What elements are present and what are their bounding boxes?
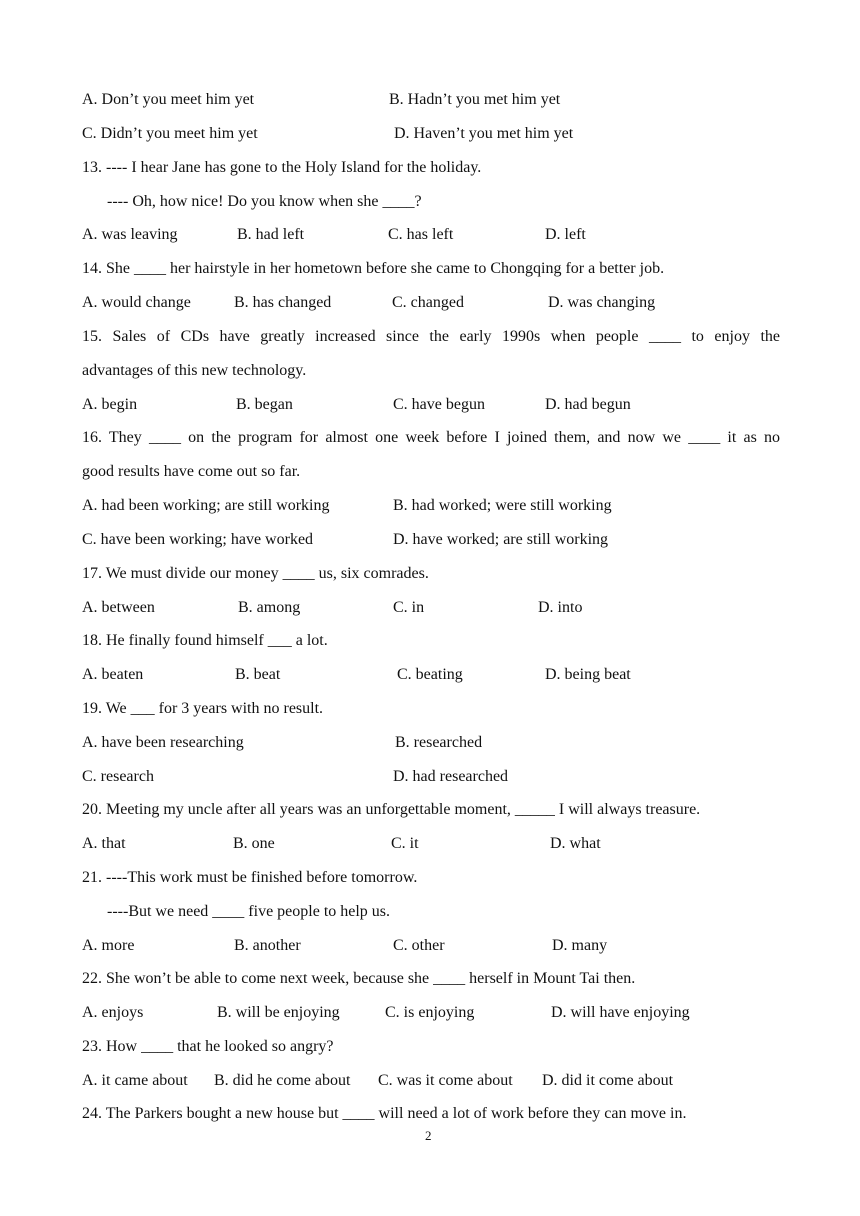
- q16-option-a: A. had been working; are still working: [82, 497, 330, 514]
- q17-option-c: C. in: [393, 599, 425, 616]
- q18-option-d: D. being beat: [545, 666, 631, 683]
- q19-option-b: B. researched: [395, 734, 483, 751]
- q22-option-a: A. enjoys: [82, 1004, 144, 1021]
- q23-option-d: D. did it come about: [542, 1072, 674, 1089]
- q23-option-a: A. it came about: [82, 1072, 188, 1089]
- q18-option-c: C. beating: [397, 666, 463, 683]
- q17-question: 17. We must divide our money ____ us, six comrades.: [82, 565, 429, 582]
- q22-question: 22. She won’t be able to come next week, because she ____ herself in Mount Tai then.: [82, 970, 636, 987]
- q19-option-a: A. have been researching: [82, 734, 244, 751]
- q13-option-c: C. has left: [388, 226, 454, 243]
- q14-option-c: C. changed: [392, 294, 464, 311]
- q20-option-d: D. what: [550, 835, 601, 852]
- q20-option-a: A. that: [82, 835, 126, 852]
- q15-option-b: B. began: [236, 396, 293, 413]
- q15-option-a: A. begin: [82, 396, 138, 413]
- q23-option-b: B. did he come about: [214, 1072, 351, 1089]
- q14-question: 14. She ____ her hairstyle in her hometown before she came to Chongqing for a better job.: [82, 260, 665, 277]
- q20-option-b: B. one: [233, 835, 275, 852]
- q21-option-d: D. many: [552, 937, 608, 954]
- q16-option-c: C. have been working; have worked: [82, 531, 314, 548]
- q13-option-d: D. left: [545, 226, 586, 243]
- q12-option-c: C. Didn’t you meet him yet: [82, 125, 258, 142]
- q12-option-a: A. Don’t you meet him yet: [82, 91, 255, 108]
- page-number: 2: [425, 1128, 432, 1143]
- q17-option-b: B. among: [238, 599, 301, 616]
- q21-option-c: C. other: [393, 937, 445, 954]
- q12-option-d: D. Haven’t you met him yet: [394, 125, 574, 142]
- q22-option-c: C. is enjoying: [385, 1004, 475, 1021]
- q18-option-a: A. beaten: [82, 666, 144, 683]
- q21-question-line2: ----But we need ____ five people to help us.: [107, 903, 391, 920]
- q24-question: 24. The Parkers bought a new house but ____ will need a lot of work before they can move in.: [82, 1105, 687, 1122]
- q22-option-d: D. will have enjoying: [551, 1004, 690, 1021]
- q21-option-a: A. more: [82, 937, 135, 954]
- q22-option-b: B. will be enjoying: [217, 1004, 340, 1021]
- q14-option-d: D. was changing: [548, 294, 656, 311]
- q23-option-c: C. was it come about: [378, 1072, 513, 1089]
- q20-option-c: C. it: [391, 835, 419, 852]
- q12-option-b: B. Hadn’t you met him yet: [389, 91, 561, 108]
- q20-question: 20. Meeting my uncle after all years was an unforgettable moment, _____ I will always treasure.: [82, 801, 701, 818]
- q15-question: 15. Sales of CDs have greatly increased since the early 1990s when people ____ to enjoy the: [82, 328, 780, 345]
- q18-option-b: B. beat: [235, 666, 281, 683]
- q15-option-c: C. have begun: [393, 396, 485, 413]
- q13-option-b: B. had left: [237, 226, 305, 243]
- q17-option-d: D. into: [538, 599, 583, 616]
- q14-option-a: A. would change: [82, 294, 191, 311]
- q19-option-c: C. research: [82, 768, 154, 785]
- q15-question-line2: advantages of this new technology.: [82, 362, 307, 379]
- q17-option-a: A. between: [82, 599, 155, 616]
- q16-question: 16. They ____ on the program for almost one week before I joined them, and now we ____ it as no: [82, 429, 780, 446]
- q19-option-d: D. had researched: [393, 768, 509, 785]
- q13-option-a: A. was leaving: [82, 226, 178, 243]
- q23-question: 23. How ____ that he looked so angry?: [82, 1038, 334, 1055]
- q19-question: 19. We ___ for 3 years with no result.: [82, 700, 324, 717]
- q21-option-b: B. another: [234, 937, 301, 954]
- q18-question: 18. He finally found himself ___ a lot.: [82, 632, 328, 649]
- q14-option-b: B. has changed: [234, 294, 332, 311]
- q21-question: 21. ----This work must be finished before tomorrow.: [82, 869, 418, 886]
- q13-question-line2: ---- Oh, how nice! Do you know when she ____?: [107, 193, 422, 210]
- q16-option-d: D. have worked; are still working: [393, 531, 609, 548]
- q16-option-b: B. had worked; were still working: [393, 497, 612, 514]
- q16-question-line2: good results have come out so far.: [82, 463, 301, 480]
- q13-question: 13. ---- I hear Jane has gone to the Holy Island for the holiday.: [82, 159, 482, 176]
- q15-option-d: D. had begun: [545, 396, 631, 413]
